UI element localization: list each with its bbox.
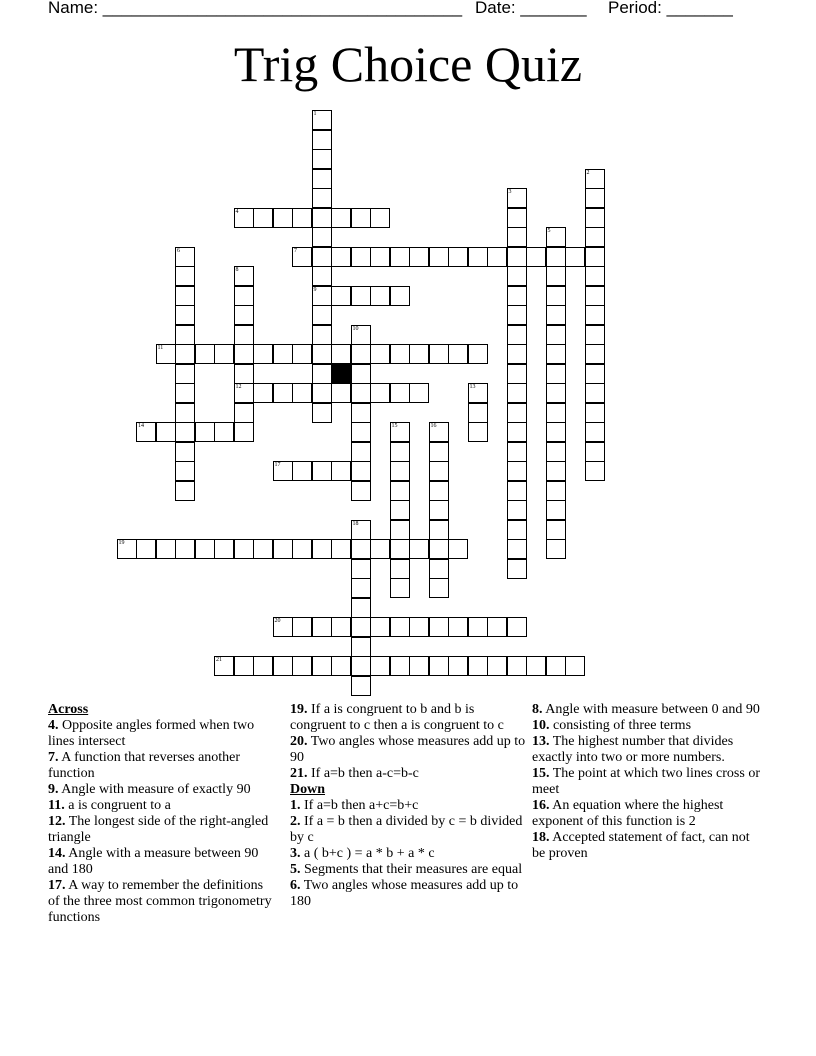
crossword-cell[interactable] xyxy=(546,305,566,325)
crossword-cell[interactable] xyxy=(234,383,254,403)
crossword-cell[interactable] xyxy=(312,539,332,559)
crossword-cell[interactable] xyxy=(136,422,156,442)
crossword-cell[interactable] xyxy=(546,325,566,345)
crossword-cell[interactable] xyxy=(390,520,410,540)
crossword-cell[interactable] xyxy=(546,520,566,540)
crossword-cell[interactable] xyxy=(585,344,605,364)
crossword-cell[interactable] xyxy=(312,247,332,267)
crossword-cell[interactable] xyxy=(175,364,195,384)
crossword-cell[interactable] xyxy=(351,442,371,462)
crossword-cell[interactable] xyxy=(370,247,390,267)
across-clue-20: 20. Two angles whose measures add up to 90 xyxy=(290,734,526,765)
crossword-cell[interactable] xyxy=(487,617,507,637)
crossword-cell[interactable] xyxy=(234,286,254,306)
crossword-cell[interactable] xyxy=(234,539,254,559)
crossword-cell[interactable] xyxy=(351,559,371,579)
crossword-cell[interactable] xyxy=(526,247,546,267)
crossword-cell[interactable] xyxy=(468,656,488,676)
crossword-cell[interactable] xyxy=(370,344,390,364)
crossword-cell[interactable] xyxy=(468,617,488,637)
crossword-cell[interactable] xyxy=(507,344,527,364)
crossword-cell[interactable] xyxy=(234,208,254,228)
crossword-cell[interactable] xyxy=(292,617,312,637)
crossword-cell[interactable] xyxy=(351,676,371,696)
crossword-cell[interactable] xyxy=(312,344,332,364)
crossword-cell[interactable] xyxy=(292,461,312,481)
crossword-cell[interactable] xyxy=(585,325,605,345)
crossword-cell[interactable] xyxy=(507,188,527,208)
date-field[interactable]: Date: _______ xyxy=(475,0,587,17)
crossword-cell[interactable] xyxy=(175,383,195,403)
down-clue-18: 18. Accepted statement of fact, can not be proven xyxy=(532,830,750,861)
crossword-cell[interactable] xyxy=(351,286,371,306)
crossword-cell[interactable] xyxy=(312,110,332,130)
crossword-cell[interactable] xyxy=(507,325,527,345)
crossword-cell[interactable] xyxy=(585,403,605,423)
crossword-cell[interactable] xyxy=(585,266,605,286)
crossword-cell[interactable] xyxy=(175,539,195,559)
crossword-cell[interactable] xyxy=(507,227,527,247)
crossword-cell[interactable] xyxy=(390,286,410,306)
clue-number: 21 xyxy=(216,657,222,663)
name-field[interactable]: Name: ______________________________________ xyxy=(48,0,463,17)
crossword-cell[interactable] xyxy=(370,539,390,559)
crossword-cell[interactable] xyxy=(390,383,410,403)
crossword-cell[interactable] xyxy=(585,422,605,442)
crossword-cell[interactable] xyxy=(585,364,605,384)
black-square xyxy=(331,364,351,384)
crossword-cell[interactable] xyxy=(546,403,566,423)
crossword-cell[interactable] xyxy=(585,461,605,481)
crossword-cell[interactable] xyxy=(370,208,390,228)
clue-number: 9 xyxy=(313,286,317,293)
clue-number: 6 xyxy=(177,247,180,254)
crossword-cell[interactable] xyxy=(429,481,449,501)
crossword-cell[interactable] xyxy=(409,617,429,637)
crossword-cell[interactable] xyxy=(253,344,273,364)
clues-column-2 xyxy=(290,702,526,910)
crossword-cell[interactable] xyxy=(390,656,410,676)
crossword-cell[interactable] xyxy=(273,208,293,228)
crossword-cell[interactable] xyxy=(292,247,312,267)
crossword-cell[interactable] xyxy=(429,578,449,598)
crossword-cell[interactable] xyxy=(468,403,488,423)
crossword-cell[interactable] xyxy=(507,383,527,403)
crossword-cell[interactable] xyxy=(546,442,566,462)
crossword-cell[interactable] xyxy=(312,169,332,189)
clue-number: 10 xyxy=(352,325,359,332)
crossword-cell[interactable] xyxy=(312,130,332,150)
crossword-cell[interactable] xyxy=(175,403,195,423)
crossword-cell[interactable] xyxy=(585,188,605,208)
crossword-cell[interactable] xyxy=(390,422,410,442)
crossword-cell[interactable] xyxy=(214,656,234,676)
crossword-cell[interactable] xyxy=(370,656,390,676)
crossword-cell[interactable] xyxy=(292,383,312,403)
clue-number: 18 xyxy=(352,520,359,527)
crossword-cell[interactable] xyxy=(390,442,410,462)
crossword-cell[interactable] xyxy=(546,422,566,442)
crossword-cell[interactable] xyxy=(331,286,351,306)
crossword-cell[interactable] xyxy=(487,656,507,676)
crossword-cell[interactable] xyxy=(585,442,605,462)
crossword-cell[interactable] xyxy=(565,247,585,267)
crossword-cell[interactable] xyxy=(370,617,390,637)
crossword-cell[interactable] xyxy=(312,208,332,228)
crossword-cell[interactable] xyxy=(292,344,312,364)
crossword-cell[interactable] xyxy=(546,266,566,286)
crossword-cell[interactable] xyxy=(390,461,410,481)
across-clue-11: 11. a is congruent to a xyxy=(48,798,171,813)
crossword-cell[interactable] xyxy=(507,247,527,267)
crossword-cell[interactable] xyxy=(312,383,332,403)
crossword-cell[interactable] xyxy=(351,422,371,442)
down-clue-10: 10. consisting of three terms xyxy=(532,718,692,733)
crossword-cell[interactable] xyxy=(273,656,293,676)
crossword-cell[interactable] xyxy=(292,208,312,228)
crossword-cell[interactable] xyxy=(585,169,605,189)
crossword-cell[interactable] xyxy=(448,656,468,676)
crossword-cell[interactable] xyxy=(546,344,566,364)
crossword-cell[interactable] xyxy=(156,539,176,559)
crossword-cell[interactable] xyxy=(351,247,371,267)
crossword-cell[interactable] xyxy=(409,539,429,559)
crossword-cell[interactable] xyxy=(351,344,371,364)
crossword-cell[interactable] xyxy=(429,442,449,462)
period-field[interactable]: Period: _______ xyxy=(608,0,733,17)
crossword-cell[interactable] xyxy=(546,656,566,676)
crossword-cell[interactable] xyxy=(507,364,527,384)
crossword-cell[interactable] xyxy=(351,481,371,501)
crossword-cell[interactable] xyxy=(507,305,527,325)
crossword-cell[interactable] xyxy=(429,422,449,442)
crossword-cell[interactable] xyxy=(214,344,234,364)
crossword-cell[interactable] xyxy=(312,286,332,306)
clue-number: 14 xyxy=(138,423,144,429)
crossword-cell[interactable] xyxy=(331,656,351,676)
crossword-cell[interactable] xyxy=(273,344,293,364)
crossword-cell[interactable] xyxy=(175,344,195,364)
crossword-cell[interactable] xyxy=(312,617,332,637)
crossword-cell[interactable] xyxy=(390,344,410,364)
crossword-cell[interactable] xyxy=(351,637,371,657)
crossword-cell[interactable] xyxy=(390,578,410,598)
crossword-cell[interactable] xyxy=(585,227,605,247)
crossword-cell[interactable] xyxy=(546,247,566,267)
crossword-cell[interactable] xyxy=(429,656,449,676)
crossword-cell[interactable] xyxy=(409,656,429,676)
crossword-cell[interactable] xyxy=(312,403,332,423)
down-clue-1: 1. If a=b then a+c=b+c xyxy=(290,798,419,813)
clue-number: 19 xyxy=(118,540,125,546)
crossword-cell[interactable] xyxy=(312,266,332,286)
crossword-cell[interactable] xyxy=(234,656,254,676)
crossword-cell[interactable] xyxy=(409,344,429,364)
crossword-cell[interactable] xyxy=(507,461,527,481)
crossword-cell[interactable] xyxy=(507,442,527,462)
crossword-cell[interactable] xyxy=(351,520,371,540)
crossword-cell[interactable] xyxy=(351,208,371,228)
crossword-cell[interactable] xyxy=(175,247,195,267)
crossword-cell[interactable] xyxy=(292,539,312,559)
crossword-cell[interactable] xyxy=(390,617,410,637)
crossword-cell[interactable] xyxy=(312,325,332,345)
crossword-cell[interactable] xyxy=(546,539,566,559)
crossword-cell[interactable] xyxy=(429,617,449,637)
crossword-cell[interactable] xyxy=(507,539,527,559)
crossword-cell[interactable] xyxy=(390,247,410,267)
crossword-cell[interactable] xyxy=(331,539,351,559)
clue-number: 3 xyxy=(508,189,512,195)
crossword-cell[interactable] xyxy=(136,539,156,559)
crossword-cell[interactable] xyxy=(507,617,527,637)
across-clue-9: 9. Angle with measure of exactly 90 xyxy=(48,782,251,797)
crossword-cell[interactable] xyxy=(351,617,371,637)
crossword-cell[interactable] xyxy=(370,286,390,306)
crossword-cell[interactable] xyxy=(507,656,527,676)
crossword-cell[interactable] xyxy=(175,481,195,501)
crossword-cell[interactable] xyxy=(273,617,293,637)
crossword-cell[interactable] xyxy=(292,656,312,676)
clue-number: 1 xyxy=(313,111,317,117)
crossword-cell[interactable] xyxy=(351,403,371,423)
crossword-cell[interactable] xyxy=(546,286,566,306)
crossword-cell[interactable] xyxy=(195,539,215,559)
crossword-cell[interactable] xyxy=(351,364,371,384)
clue-number: 15 xyxy=(391,423,398,429)
clues-column-1 xyxy=(48,702,276,926)
across-clue-7: 7. A function that reverses another function xyxy=(48,750,241,781)
clue-number: 8 xyxy=(235,267,239,273)
crossword-cell[interactable] xyxy=(214,422,234,442)
crossword-cell[interactable] xyxy=(312,227,332,247)
clue-number: 17 xyxy=(274,462,281,468)
crossword-cell[interactable] xyxy=(585,208,605,228)
clue-number: 7 xyxy=(294,247,297,254)
crossword-cell[interactable] xyxy=(175,442,195,462)
crossword-cell[interactable] xyxy=(273,539,293,559)
crossword-cell[interactable] xyxy=(312,149,332,169)
crossword-cell[interactable] xyxy=(565,656,585,676)
crossword-cell[interactable] xyxy=(409,247,429,267)
crossword-cell[interactable] xyxy=(448,247,468,267)
crossword-cell[interactable] xyxy=(351,325,371,345)
crossword-cell[interactable] xyxy=(351,578,371,598)
down-clue-15: 15. The point at which two lines cross or meet xyxy=(532,766,760,797)
crossword-cell[interactable] xyxy=(234,305,254,325)
crossword-cell[interactable] xyxy=(390,539,410,559)
crossword-cell[interactable] xyxy=(585,286,605,306)
crossword-cell[interactable] xyxy=(390,481,410,501)
down-clue-2: 2. If a = b then a divided by c = b divided by c xyxy=(290,814,523,845)
crossword-cell[interactable] xyxy=(351,598,371,618)
crossword-cell[interactable] xyxy=(273,461,293,481)
crossword-cell[interactable] xyxy=(370,383,390,403)
crossword-cell[interactable] xyxy=(468,344,488,364)
clue-number: 13 xyxy=(469,384,476,390)
crossword-cell[interactable] xyxy=(234,403,254,423)
crossword-cell[interactable] xyxy=(312,305,332,325)
crossword-cell[interactable] xyxy=(390,500,410,520)
crossword-cell[interactable] xyxy=(546,500,566,520)
down-heading: Down xyxy=(290,782,326,797)
crossword-cell[interactable] xyxy=(390,559,410,579)
down-clue-13: 13. The highest number that divides exactly into two or more numbers. xyxy=(532,734,734,765)
clue-number: 2 xyxy=(586,169,590,176)
down-clue-5: 5. Segments that their measures are equal xyxy=(290,862,523,877)
crossword-cell[interactable] xyxy=(312,461,332,481)
down-clue-3: 3. a ( b+c ) = a * b + a * c xyxy=(290,846,435,861)
crossword-cell[interactable] xyxy=(195,422,215,442)
crossword-cell[interactable] xyxy=(175,305,195,325)
clues-column-3 xyxy=(532,702,762,862)
crossword-cell[interactable] xyxy=(195,344,215,364)
crossword-cell[interactable] xyxy=(429,520,449,540)
crossword-cell[interactable] xyxy=(429,539,449,559)
crossword-cell[interactable] xyxy=(487,247,507,267)
down-clue-16: 16. An equation where the highest exponent of this function is 2 xyxy=(532,798,724,829)
crossword-cell[interactable] xyxy=(234,422,254,442)
crossword-cell[interactable] xyxy=(429,559,449,579)
crossword-cell[interactable] xyxy=(214,539,234,559)
clue-number: 20 xyxy=(274,618,281,624)
crossword-cell[interactable] xyxy=(507,403,527,423)
crossword-cell[interactable] xyxy=(331,461,351,481)
page-title: Trig Choice Quiz xyxy=(233,36,583,92)
across-clue-4: 4. Opposite angles formed when two lines intersect xyxy=(48,718,255,749)
crossword-cell[interactable] xyxy=(507,208,527,228)
crossword-cell[interactable] xyxy=(351,461,371,481)
crossword-cell[interactable] xyxy=(331,247,351,267)
crossword-cell[interactable] xyxy=(546,481,566,501)
crossword-cell[interactable] xyxy=(175,461,195,481)
crossword-cell[interactable] xyxy=(253,539,273,559)
clue-number: 16 xyxy=(430,423,437,429)
crossword-cell[interactable] xyxy=(507,422,527,442)
crossword-cell[interactable] xyxy=(429,344,449,364)
crossword-cell[interactable] xyxy=(234,325,254,345)
down-clue-6: 6. Two angles whose measures add up to 180 xyxy=(290,878,519,909)
across-clue-14: 14. Angle with a measure between 90 and 180 xyxy=(48,846,259,877)
crossword-cell[interactable] xyxy=(234,364,254,384)
crossword-cell[interactable] xyxy=(253,656,273,676)
crossword-cell[interactable] xyxy=(331,617,351,637)
across-clue-19: 19. If a is congruent to b and b is congruent to c then a is congruent to c xyxy=(290,702,504,733)
across-clue-21: 21. If a=b then a-c=b-c xyxy=(290,766,419,781)
crossword-cell[interactable] xyxy=(156,422,176,442)
crossword-cell[interactable] xyxy=(585,383,605,403)
crossword-cell[interactable] xyxy=(429,500,449,520)
across-clue-12: 12. The longest side of the right-angled triangle xyxy=(48,814,269,845)
crossword-cell[interactable] xyxy=(312,656,332,676)
clue-number: 12 xyxy=(235,384,242,390)
crossword-cell[interactable] xyxy=(507,286,527,306)
crossword-cell[interactable] xyxy=(175,422,195,442)
crossword-cell[interactable] xyxy=(351,656,371,676)
crossword-cell[interactable] xyxy=(507,559,527,579)
clue-number: 5 xyxy=(547,228,551,234)
crossword-cell[interactable] xyxy=(351,383,371,403)
crossword-cell[interactable] xyxy=(546,364,566,384)
across-heading: Across xyxy=(48,702,89,717)
crossword-cell[interactable] xyxy=(117,539,137,559)
crossword-cell[interactable] xyxy=(448,344,468,364)
crossword-cell[interactable] xyxy=(448,539,468,559)
crossword-cell[interactable] xyxy=(234,266,254,286)
crossword-cell[interactable] xyxy=(331,344,351,364)
crossword-cell[interactable] xyxy=(351,539,371,559)
crossword-cell[interactable] xyxy=(156,344,176,364)
crossword-cell[interactable] xyxy=(273,383,293,403)
crossword-cell[interactable] xyxy=(546,461,566,481)
down-clue-8: 8. Angle with measure between 0 and 90 xyxy=(532,702,760,717)
crossword-cell[interactable] xyxy=(331,208,351,228)
crossword-cell[interactable] xyxy=(312,364,332,384)
clue-number: 11 xyxy=(157,345,164,351)
crossword-cell[interactable] xyxy=(585,305,605,325)
crossword-cell[interactable] xyxy=(175,286,195,306)
crossword-cell[interactable] xyxy=(253,383,273,403)
crossword-cell[interactable] xyxy=(546,227,566,247)
crossword-cell[interactable] xyxy=(507,266,527,286)
clue-number: 4 xyxy=(235,208,239,215)
crossword-cell[interactable] xyxy=(448,617,468,637)
crossword-cell[interactable] xyxy=(468,247,488,267)
crossword-cell[interactable] xyxy=(409,383,429,403)
crossword-cell[interactable] xyxy=(507,481,527,501)
crossword-cell[interactable] xyxy=(585,247,605,267)
crossword-cell[interactable] xyxy=(468,383,488,403)
crossword-cell[interactable] xyxy=(253,208,273,228)
crossword-cell[interactable] xyxy=(526,656,546,676)
crossword-cell[interactable] xyxy=(429,461,449,481)
crossword-cell[interactable] xyxy=(468,422,488,442)
crossword-cell[interactable] xyxy=(175,266,195,286)
crossword-cell[interactable] xyxy=(312,188,332,208)
crossword-cell[interactable] xyxy=(546,383,566,403)
across-clue-17: 17. A way to remember the definitions of the three most common trigonometry functions xyxy=(48,878,272,925)
crossword-cell[interactable] xyxy=(429,247,449,267)
crossword-cell[interactable] xyxy=(507,500,527,520)
crossword-cell[interactable] xyxy=(175,325,195,345)
crossword-cell[interactable] xyxy=(331,383,351,403)
crossword-cell[interactable] xyxy=(507,520,527,540)
crossword-cell[interactable] xyxy=(234,344,254,364)
